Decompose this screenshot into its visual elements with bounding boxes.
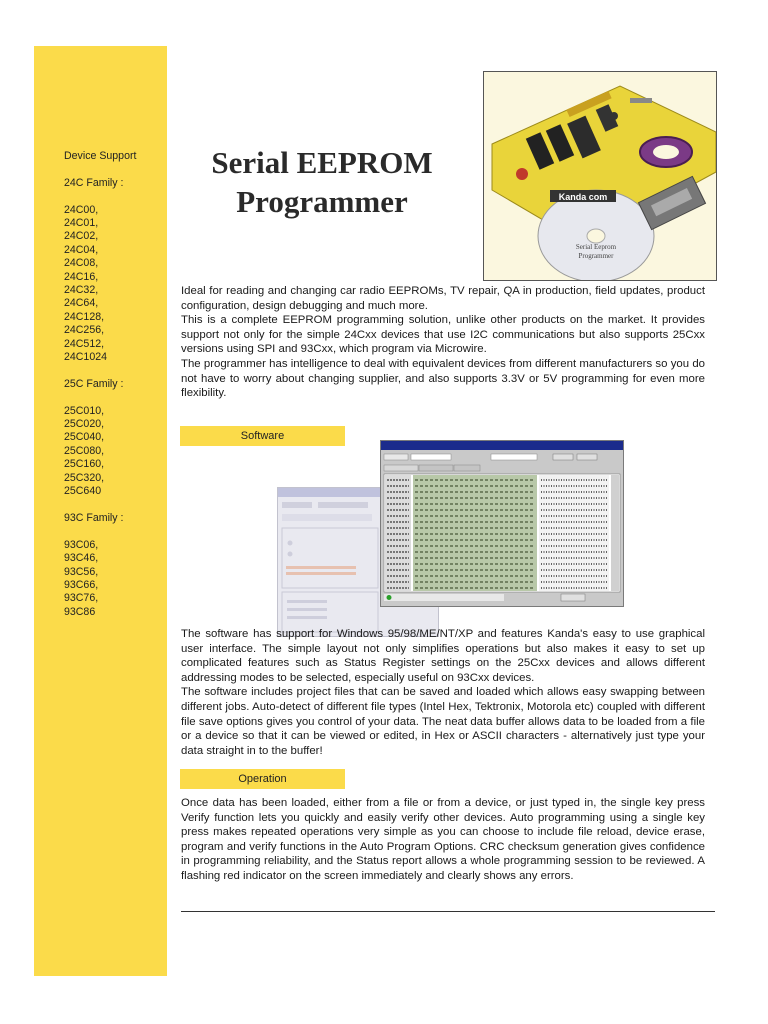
device-item: 24C01, [64, 217, 99, 229]
device-item: 93C86 [64, 605, 96, 618]
device-item: 24C02, [64, 230, 99, 243]
operation-paragraph-1: Once data has been loaded, either from a file or from a device, or just typed in, the single key press Verify function lets you quickly and easily verify other devices. Auto programming using a single key press makes repeated operations very simple as you can choose to include file reload, device erase, program and verify functions in the Auto Program Options. CRC checksum generation gives confidence in programming reliability, and the Status report allows a whole programming session to be reviewed. A flashing red indicator on the screen immediately and clearly shows any errors. [181, 797, 705, 882]
device-item: 24C00, [64, 203, 99, 216]
device-support-heading: Device Support [64, 150, 137, 162]
device-item: 25C640 [64, 485, 102, 498]
family-label-93c: 93C Family : [64, 511, 124, 524]
device-item: 93C76, [64, 592, 99, 605]
device-item: 24C1024 [64, 351, 108, 364]
software-paragraph-2: The software includes project files that can be saved and loaded which allows easy swapping between different jobs. Auto-detect of different file types (Intel Hex, Tektronix, Motorola etc) coupled with different file save options gives you control of your data. The neat data buffer allows data to be loaded from a file or a device so that it can be viewed or edited, in Hex or ASCII characters - alternatively just type your data straight in to the buffer! [181, 686, 705, 757]
software-section-label: Software [180, 426, 345, 446]
device-item: 24C128, [64, 310, 105, 323]
software-text [181, 627, 705, 758]
page-title [178, 143, 466, 221]
device-item: 24C16, [64, 270, 99, 283]
page-title-line-2: Programmer [236, 184, 408, 219]
device-item: 25C040, [64, 431, 105, 444]
device-item: 24C32, [64, 284, 99, 297]
operation-section-label: Operation [180, 769, 345, 789]
device-item: 93C56, [64, 565, 99, 578]
product-logo-text: Kanda com [558, 192, 608, 202]
device-item: 24C08, [64, 257, 99, 270]
product-photo [483, 71, 717, 281]
family-label-24c: 24C Family : [64, 176, 124, 189]
cd-label-line-1: Serial Eeprom [575, 243, 617, 251]
device-item: 93C46, [64, 552, 99, 565]
page-title-line-1: Serial EEPROM [211, 145, 433, 180]
device-item: 93C66, [64, 578, 99, 591]
bottom-divider [181, 911, 715, 912]
intro-text [181, 284, 705, 401]
operation-text [181, 796, 705, 884]
intro-paragraph-1: Ideal for reading and changing car radio EEPROMs, TV repair, QA in production, field updates, product configuration, design debugging and much more. [181, 285, 705, 312]
device-item: 25C080, [64, 444, 105, 457]
software-screenshot-front [380, 440, 624, 607]
device-item: 24C512, [64, 337, 105, 350]
device-item: 25C160, [64, 458, 105, 471]
device-item: 25C320, [64, 471, 105, 484]
device-item: 25C010, [64, 404, 105, 417]
family-label-25c: 25C Family : [64, 377, 124, 390]
software-paragraph-1: The software has support for Windows 95/98/ME/NT/XP and features Kanda's easy to use graphical user interface. The simple layout not only simplifies operations but also makes it easy to set up complicated features such as Status Register settings on the 25Cxx devices and allows different addressing modes to be selected, especially useful on 93Cxx devices. [181, 628, 705, 684]
device-item: 24C256, [64, 324, 105, 337]
device-item: 24C64, [64, 297, 99, 310]
device-item: 24C04, [64, 243, 99, 256]
device-support-list [64, 150, 164, 619]
device-item: 93C06, [64, 538, 99, 551]
cd-label-line-2: Programmer [578, 252, 614, 260]
product-photo-illustration [484, 72, 716, 280]
device-item: 25C020, [64, 418, 105, 431]
intro-paragraph-2: This is a complete EEPROM programming solution, unlike other products on the market. It provides support not only for the simple 24Cxx devices that use I2C communications but also supports 25Cxx versions using SPI and 93Cxx, which program via Microwire. [181, 314, 705, 356]
hex-buffer-window-image [381, 441, 623, 606]
intro-paragraph-3: The programmer has intelligence to deal with equivalent devices from different manufacturers so you do not have to worry about changing supplier, and also supports 3.3V or 5V programming for even more flexibility. [181, 357, 705, 400]
